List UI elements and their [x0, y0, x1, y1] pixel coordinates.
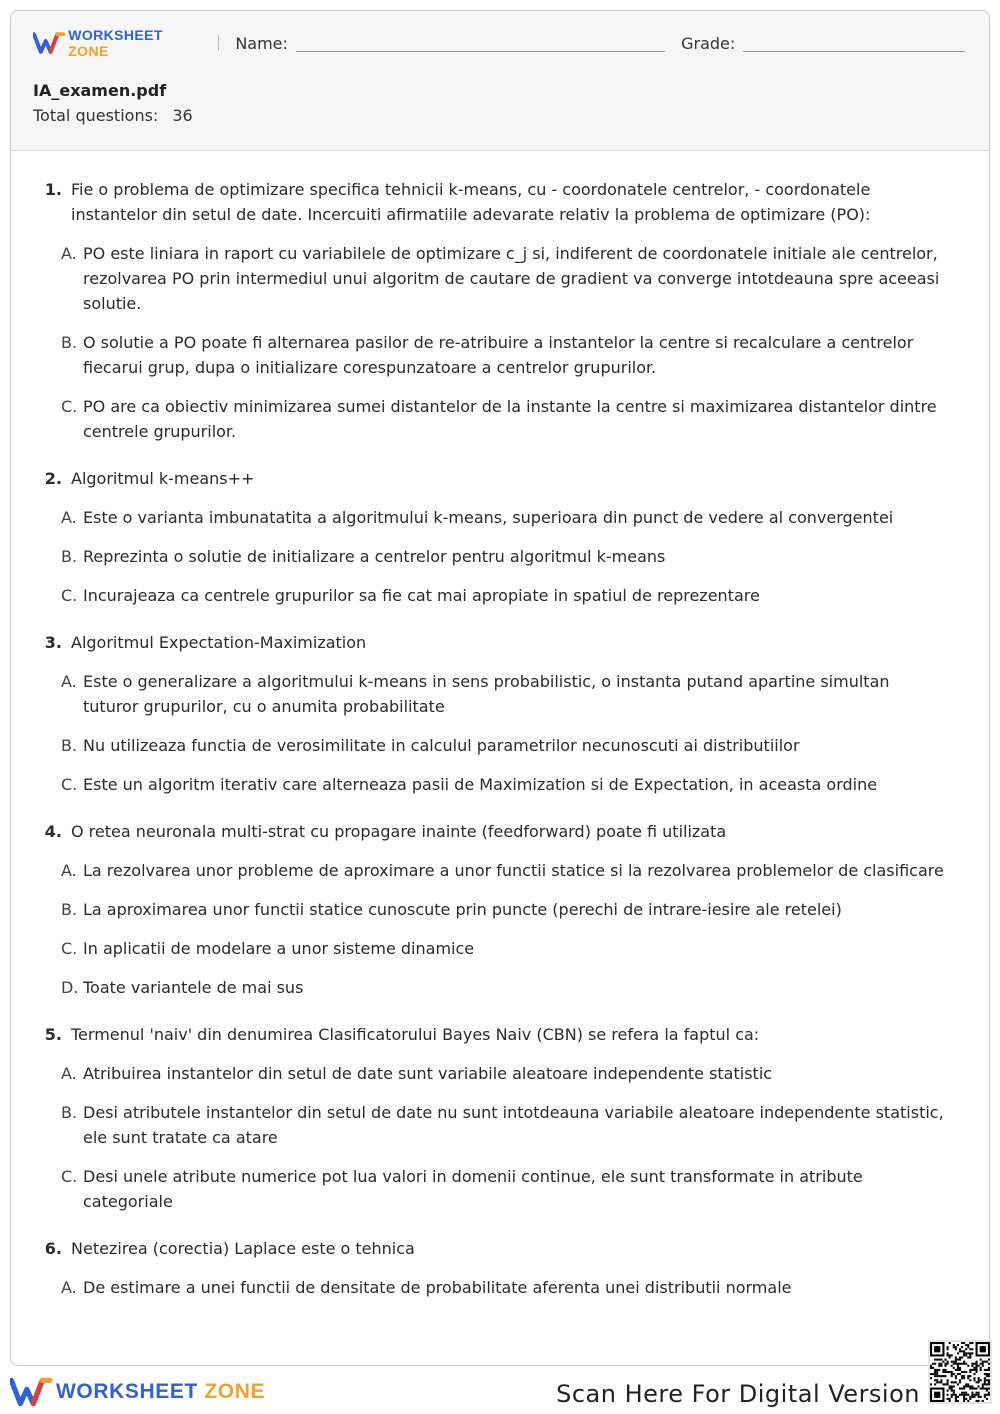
answer-options: [61, 858, 949, 1000]
qr-code-icon[interactable]: [928, 1340, 992, 1404]
grade-field[interactable]: [743, 38, 965, 52]
name-field[interactable]: [296, 38, 665, 52]
option-text: PO este liniara in raport cu variabilele de optimizare c_j si, indiferent de coordonatele initiale ale centrelor, rezolvarea PO prin intermediul unui algoritm de cautare de gradient va converge intotdeauna spre aceeasi solutie.: [83, 244, 940, 313]
scan-instruction: Scan Here For Digital Version: [556, 1380, 920, 1408]
answer-option[interactable]: [61, 241, 949, 316]
option-letter: C.: [61, 1167, 78, 1186]
answer-option[interactable]: [61, 505, 949, 530]
option-letter: A.: [61, 508, 77, 527]
option-text: Desi unele atribute numerice pot lua valori in domenii continue, ele sunt transformate in atribute categoriale: [83, 1167, 863, 1211]
answer-option[interactable]: [61, 544, 949, 569]
worksheet-sheet: [10, 10, 990, 1366]
footer-logo-w-icon: [10, 1376, 54, 1408]
option-letter: A.: [61, 1064, 77, 1083]
question-number: 4.: [44, 822, 62, 841]
option-letter: C.: [61, 775, 78, 794]
footer-logo-text-worksheet: WORKSHEET: [56, 1380, 198, 1403]
question-text: Algoritmul k-means++: [71, 469, 255, 488]
header-top-row: [33, 27, 965, 59]
question-item: [36, 1022, 949, 1214]
option-text: Atribuirea instantelor din setul de date sunt variabile aleatoare independente statistic: [83, 1064, 773, 1083]
answer-option[interactable]: [61, 394, 949, 444]
question-item: [36, 177, 949, 444]
worksheet-header: [11, 11, 989, 151]
answer-options: [61, 241, 949, 444]
answer-option[interactable]: [61, 858, 949, 883]
question-text: Fie o problema de optimizare specifica tehnicii k-means, cu - coordonatele centrelor, - coordonatele instantelor din setul de date. Incercuiti afirmatiile adevarate relativ la problema de optimizare (PO):: [71, 180, 871, 224]
footer-logo-text-zone: ZONE: [204, 1380, 266, 1403]
question-item: [36, 630, 949, 797]
answer-option[interactable]: [61, 772, 949, 797]
total-questions: [33, 106, 965, 125]
option-text: Este un algoritm iterativ care alterneaza pasii de Maximization si de Expectation, in aceasta ordine: [83, 775, 878, 794]
answer-options: [61, 505, 949, 608]
footer-logo: [10, 1376, 265, 1408]
option-letter: A.: [61, 244, 77, 263]
grade-label: Grade:: [681, 33, 736, 53]
option-letter: C.: [61, 397, 78, 416]
page-footer: [0, 1366, 1000, 1414]
question-number: 3.: [44, 633, 62, 652]
answer-option[interactable]: [61, 583, 949, 608]
question-number: 6.: [44, 1239, 62, 1258]
option-text: Nu utilizeaza functia de verosimilitate in calculul parametrilor necunoscuti ai distributiilor: [83, 736, 800, 755]
option-text: O solutie a PO poate fi alternarea pasilor de re-atribuire a instantelor la centre si recalculare a centrelor fiecarui grup, dupa o initializare corespunzatoare a centrelor grupurilor.: [83, 333, 914, 377]
option-letter: A.: [61, 1278, 77, 1297]
option-text: Reprezinta o solutie de initializare a centrelor pentru algoritmul k-means: [83, 547, 666, 566]
question-head: [36, 819, 949, 844]
answer-options: [61, 669, 949, 797]
option-text: Incurajeaza ca centrele grupurilor sa fie cat mai apropiate in spatiul de reprezentare: [83, 586, 760, 605]
total-questions-label: Total questions:: [33, 106, 159, 125]
logo-text: [68, 27, 204, 59]
logo-w-icon: [33, 31, 66, 55]
option-text: In aplicatii de modelare a unor sisteme dinamice: [83, 939, 475, 958]
option-letter: C.: [61, 939, 78, 958]
name-label: Name:: [235, 33, 288, 53]
answer-option[interactable]: [61, 669, 949, 719]
question-head: [36, 1022, 949, 1047]
option-letter: C.: [61, 586, 78, 605]
option-text: Este o generalizare a algoritmului k-means in sens probabilistic, o instanta putand apartine simultan tuturor grupurilor, cu o anumita probabilitate: [83, 672, 890, 716]
question-text: Algoritmul Expectation-Maximization: [71, 633, 367, 652]
option-text: Desi atributele instantelor din setul de date nu sunt intotdeauna variabile aleatoare independente statistic, ele sunt tratate ca atare: [83, 1103, 944, 1147]
option-letter: B.: [61, 900, 78, 919]
question-text: Termenul 'naiv' din denumirea Clasificatorului Bayes Naiv (CBN) se refera la faptul ca:: [71, 1025, 760, 1044]
option-text: La rezolvarea unor probleme de aproximare a unor functii statice si la rezolvarea problemelor de clasificare: [83, 861, 944, 880]
header-divider: [218, 35, 219, 51]
answer-option[interactable]: [61, 1164, 949, 1214]
question-head: [36, 466, 949, 491]
answer-option[interactable]: [61, 1100, 949, 1150]
logo-text-worksheet: WORKSHEET: [68, 27, 163, 43]
worksheet-zone-logo: [33, 27, 204, 59]
question-head: [36, 177, 949, 227]
option-letter: B.: [61, 736, 78, 755]
logo-text-zone: ZONE: [68, 43, 109, 59]
answer-option[interactable]: [61, 897, 949, 922]
answer-option[interactable]: [61, 936, 949, 961]
answer-option[interactable]: [61, 330, 949, 380]
answer-option[interactable]: [61, 1275, 949, 1300]
question-item: [36, 1236, 949, 1300]
option-text: De estimare a unei functii de densitate de probabilitate aferenta unei distributii normale: [83, 1278, 792, 1297]
answer-option[interactable]: [61, 1061, 949, 1086]
file-name: IA_examen.pdf: [33, 81, 167, 100]
option-text: PO are ca obiectiv minimizarea sumei distantelor de la instante la centre si maximizarea distantelor dintre centrele grupurilor.: [83, 397, 937, 441]
option-text: Este o varianta imbunatatita a algoritmului k-means, superioara din punct de vedere al convergentei: [83, 508, 894, 527]
question-number: 2.: [44, 469, 62, 488]
option-letter: A.: [61, 672, 77, 691]
total-questions-value: 36: [172, 106, 193, 125]
answer-option[interactable]: [61, 733, 949, 758]
question-head: [36, 630, 949, 655]
question-head: [36, 1236, 949, 1261]
answer-option[interactable]: [61, 975, 949, 1000]
option-letter: D.: [61, 978, 79, 997]
option-letter: B.: [61, 333, 78, 352]
answer-options: [61, 1061, 949, 1214]
question-item: [36, 466, 949, 608]
answer-options: [61, 1275, 949, 1300]
option-letter: B.: [61, 547, 78, 566]
question-number: 5.: [44, 1025, 62, 1044]
option-text: Toate variantele de mai sus: [83, 978, 304, 997]
question-text: O retea neuronala multi-strat cu propagare inainte (feedforward) poate fi utilizata: [71, 822, 727, 841]
option-letter: B.: [61, 1103, 78, 1122]
question-number: 1.: [44, 180, 62, 199]
question-text: Netezirea (corectia) Laplace este o tehnica: [71, 1239, 415, 1258]
option-text: La aproximarea unor functii statice cunoscute prin puncte (perechi de intrare-iesire ale retelei): [83, 900, 842, 919]
option-letter: A.: [61, 861, 77, 880]
question-list: [11, 151, 989, 1300]
footer-logo-text: [56, 1380, 265, 1404]
question-item: [36, 819, 949, 1000]
